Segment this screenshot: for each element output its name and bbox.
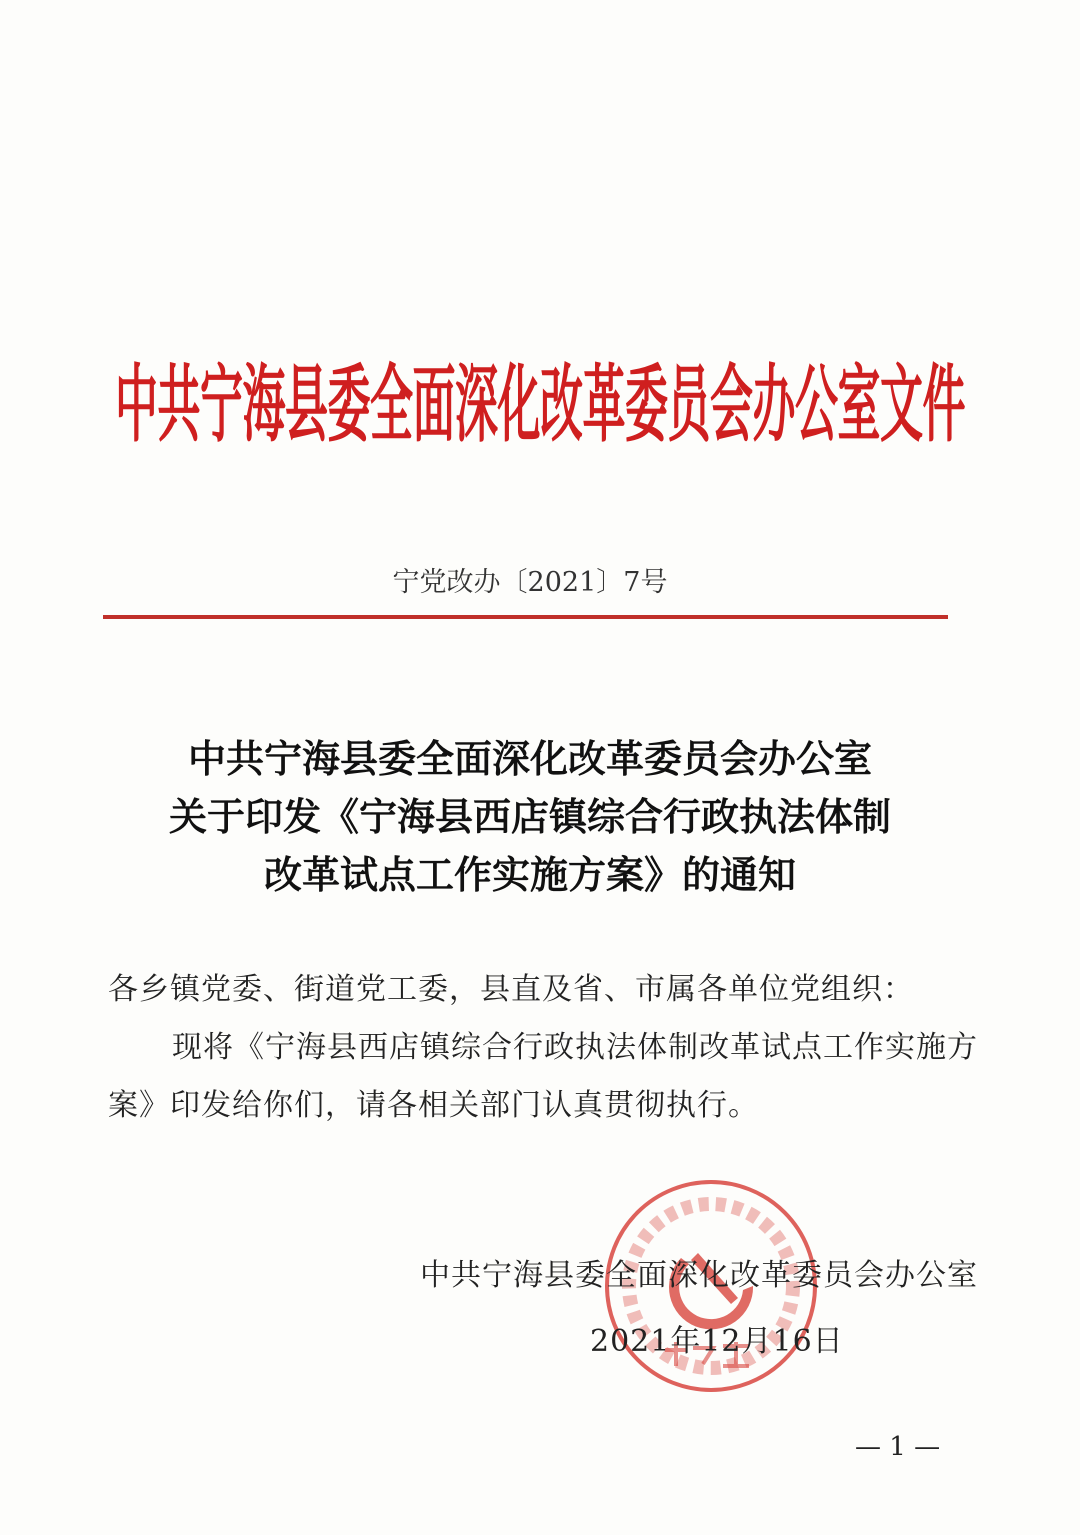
document-number: 宁党改办〔2021〕7号	[392, 567, 668, 598]
salutation: 各乡镇党委、街道党工委，县直及省、市属各单位党组织：	[108, 972, 914, 1007]
notice-title-line-2: 关于印发《宁海县西店镇综合行政执法体制	[168, 794, 891, 839]
notice-title-line-3: 改革试点工作实施方案》的通知	[263, 852, 796, 897]
notice-title-line-1: 中共宁海县委全面深化改革委员会办公室	[187, 736, 872, 781]
body-paragraph-line-1: 现将《宁海县西店镇综合行政执法体制改革试点工作实施方	[172, 1030, 978, 1065]
red-divider	[103, 615, 948, 619]
body-paragraph-line-2: 案》印发给你们，请各相关部门认真贯彻执行。	[108, 1088, 759, 1123]
issue-date: 2021年12月16日	[590, 1324, 844, 1359]
page-number: — 1 —	[855, 1432, 941, 1462]
document-header-title: 中共宁海县委全面深化改革委员会办公室文件	[115, 357, 965, 456]
issuer-signature: 中共宁海县委全面深化改革委员会办公室	[420, 1258, 978, 1293]
